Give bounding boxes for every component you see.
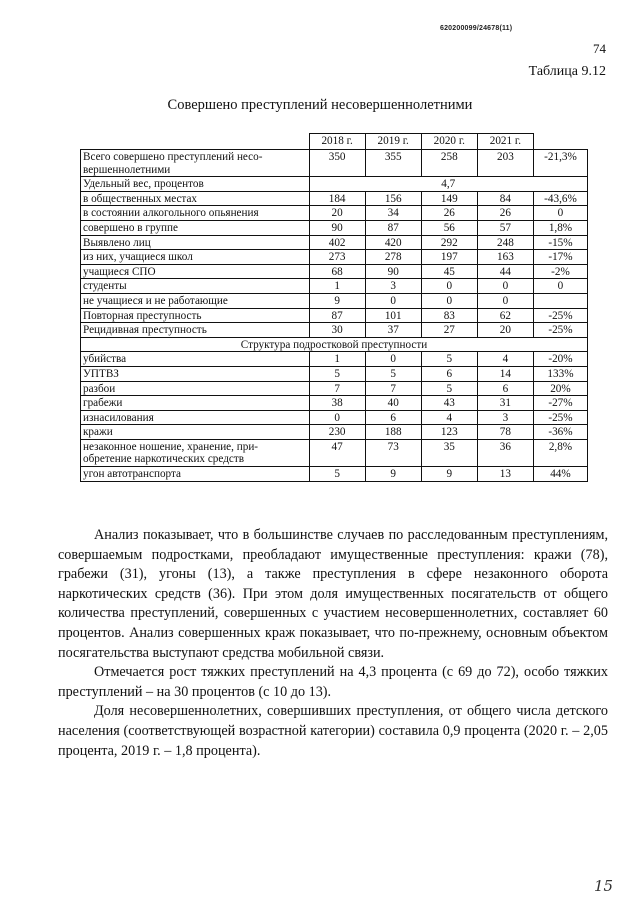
- row-label: разбои: [81, 381, 310, 396]
- value-cell: 350: [309, 150, 365, 177]
- value-cell: 20: [309, 206, 365, 221]
- row-label: Удельный вес, процентов: [81, 177, 310, 192]
- paragraph: Доля несовершеннолетних, совершивших преступления, от общего числа детского населения (соответствующей возрастной категории) составила 0,9 процента (2020 г. – 2,05 процента, 2019 г. – 1,8 процента).: [58, 703, 608, 759]
- value-cell: 37: [365, 323, 421, 338]
- value-cell: 9: [309, 293, 365, 308]
- row-label: убийства: [81, 352, 310, 367]
- header-blank-cell: [81, 134, 310, 150]
- page-number: 74: [593, 41, 606, 56]
- value-cell: 45: [421, 264, 477, 279]
- change-cell: -15%: [533, 235, 587, 250]
- value-cell: 156: [365, 191, 421, 206]
- value-cell: 1: [309, 279, 365, 294]
- row-label: грабежи: [81, 396, 310, 411]
- value-cell: 27: [421, 323, 477, 338]
- value-cell: 355: [365, 150, 421, 177]
- handwritten-page-mark: 15: [594, 877, 614, 895]
- table-row: [81, 323, 588, 338]
- change-cell: [533, 293, 587, 308]
- value-cell: 90: [365, 264, 421, 279]
- value-cell: 13: [477, 467, 533, 482]
- value-cell: 40: [365, 396, 421, 411]
- change-cell: -2%: [533, 264, 587, 279]
- row-label: совершено в группе: [81, 220, 310, 235]
- value-cell: 184: [309, 191, 365, 206]
- table-title: Совершено преступлений несовершеннолетними: [167, 97, 473, 113]
- table-row: [81, 439, 588, 466]
- paragraph: Отмечается рост тяжких преступлений на 4,3 процента (с 69 до 72), особо тяжких преступлений – на 30 процентов (с 10 до 13).: [58, 664, 608, 700]
- value-cell: 4: [421, 410, 477, 425]
- value-cell: 44: [477, 264, 533, 279]
- row-label: незаконное ношение, хранение, при-обретение наркотических средств: [81, 439, 310, 466]
- value-cell: 292: [421, 235, 477, 250]
- row-label: Всего совершено преступлений несо-вершеннолетними: [81, 150, 310, 177]
- column-header: 2019 г.: [365, 134, 421, 150]
- value-cell: 56: [421, 220, 477, 235]
- value-cell: 5: [365, 366, 421, 381]
- value-cell: 5: [309, 467, 365, 482]
- value-cell: 6: [421, 366, 477, 381]
- change-cell: -25%: [533, 410, 587, 425]
- change-cell: -27%: [533, 396, 587, 411]
- value-cell: 43: [421, 396, 477, 411]
- value-cell: 83: [421, 308, 477, 323]
- column-header: 2020 г.: [421, 134, 477, 150]
- value-cell: 0: [309, 410, 365, 425]
- crime-table: [80, 133, 588, 482]
- table-row: [81, 206, 588, 221]
- change-cell: 20%: [533, 381, 587, 396]
- value-cell: 101: [365, 308, 421, 323]
- table-row: [81, 293, 588, 308]
- paragraph: Анализ показывает, что в большинстве случаев по расследованным преступлениям, совершаемым подростками, преобладают имущественные преступления: кражи (78), грабежи (31), угоны (13), а также преступления в сфере незаконного оборота наркотических средств (36). При этом доля имущественных посягательств от общего количества преступлений, совершенных с участием несовершеннолетних, составляет 60 процентов. Анализ совершенных краж показывает, что по-прежнему, основным объектом посягательства выступают средства мобильной связи.: [58, 527, 608, 661]
- value-cell: 14: [477, 366, 533, 381]
- row-label: Повторная преступность: [81, 308, 310, 323]
- change-cell: -25%: [533, 323, 587, 338]
- value-cell: 258: [421, 150, 477, 177]
- table-row: [81, 220, 588, 235]
- table-row: [81, 308, 588, 323]
- table-row: [81, 410, 588, 425]
- table-row: [81, 396, 588, 411]
- change-cell: -20%: [533, 352, 587, 367]
- value-cell: 420: [365, 235, 421, 250]
- change-cell: 1,8%: [533, 220, 587, 235]
- change-cell: -43,6%: [533, 191, 587, 206]
- document-id: 620200099/24678(11): [440, 25, 513, 32]
- row-label: из них, учащиеся школ: [81, 250, 310, 265]
- change-cell: -17%: [533, 250, 587, 265]
- row-label: в состоянии алкогольного опьянения: [81, 206, 310, 221]
- table-row: [81, 381, 588, 396]
- value-cell: 0: [421, 279, 477, 294]
- value-cell: 35: [421, 439, 477, 466]
- value-cell: 87: [309, 308, 365, 323]
- table-row: [81, 366, 588, 381]
- table-section-row: [81, 337, 588, 352]
- value-cell: 90: [309, 220, 365, 235]
- body-text: [58, 526, 608, 761]
- value-cell: 34: [365, 206, 421, 221]
- row-label: Рецидивная преступность: [81, 323, 310, 338]
- change-cell: 0: [533, 279, 587, 294]
- value-cell: 4: [477, 352, 533, 367]
- value-cell: 57: [477, 220, 533, 235]
- value-cell: 203: [477, 150, 533, 177]
- row-label: в общественных местах: [81, 191, 310, 206]
- value-cell: 62: [477, 308, 533, 323]
- header-change-cell: [533, 134, 587, 150]
- value-cell: 188: [365, 425, 421, 440]
- change-cell: -36%: [533, 425, 587, 440]
- change-cell: 2,8%: [533, 439, 587, 466]
- value-cell: 5: [309, 366, 365, 381]
- value-cell: 68: [309, 264, 365, 279]
- value-cell: 30: [309, 323, 365, 338]
- value-cell: 278: [365, 250, 421, 265]
- table-row: [81, 264, 588, 279]
- value-cell: 0: [477, 279, 533, 294]
- value-cell: 149: [421, 191, 477, 206]
- table-row: [81, 467, 588, 482]
- table-header-row: [81, 134, 588, 150]
- row-label: Выявлено лиц: [81, 235, 310, 250]
- value-cell: 3: [477, 410, 533, 425]
- value-cell: 31: [477, 396, 533, 411]
- table-row: [81, 250, 588, 265]
- change-cell: 44%: [533, 467, 587, 482]
- section-heading: Структура подростковой преступности: [81, 337, 588, 352]
- change-cell: 0: [533, 206, 587, 221]
- change-cell: -25%: [533, 308, 587, 323]
- column-header: 2021 г.: [477, 134, 533, 150]
- table-label: Таблица 9.12: [528, 64, 606, 79]
- value-cell: 197: [421, 250, 477, 265]
- value-cell: 73: [365, 439, 421, 466]
- value-cell: 26: [477, 206, 533, 221]
- change-cell: -21,3%: [533, 150, 587, 177]
- merged-value-cell: 4,7: [309, 177, 587, 192]
- value-cell: 5: [421, 381, 477, 396]
- table-row: [81, 279, 588, 294]
- value-cell: 87: [365, 220, 421, 235]
- value-cell: 36: [477, 439, 533, 466]
- value-cell: 9: [421, 467, 477, 482]
- row-label: УПТВЗ: [81, 366, 310, 381]
- value-cell: 230: [309, 425, 365, 440]
- value-cell: 5: [421, 352, 477, 367]
- row-label: не учащиеся и не работающие: [81, 293, 310, 308]
- value-cell: 26: [421, 206, 477, 221]
- value-cell: 38: [309, 396, 365, 411]
- value-cell: 3: [365, 279, 421, 294]
- table-row: [81, 235, 588, 250]
- row-label: изнасилования: [81, 410, 310, 425]
- value-cell: 123: [421, 425, 477, 440]
- table-row: [81, 352, 588, 367]
- value-cell: 0: [365, 352, 421, 367]
- value-cell: 0: [421, 293, 477, 308]
- value-cell: 7: [365, 381, 421, 396]
- value-cell: 273: [309, 250, 365, 265]
- value-cell: 78: [477, 425, 533, 440]
- table-row: [81, 150, 588, 177]
- table-row: [81, 177, 588, 192]
- table-row: [81, 425, 588, 440]
- value-cell: 9: [365, 467, 421, 482]
- row-label: студенты: [81, 279, 310, 294]
- value-cell: 7: [309, 381, 365, 396]
- value-cell: 20: [477, 323, 533, 338]
- value-cell: 0: [365, 293, 421, 308]
- value-cell: 248: [477, 235, 533, 250]
- value-cell: 402: [309, 235, 365, 250]
- value-cell: 47: [309, 439, 365, 466]
- value-cell: 1: [309, 352, 365, 367]
- value-cell: 84: [477, 191, 533, 206]
- row-label: учащиеся СПО: [81, 264, 310, 279]
- row-label: угон автотранспорта: [81, 467, 310, 482]
- row-label: кражи: [81, 425, 310, 440]
- value-cell: 6: [477, 381, 533, 396]
- column-header: 2018 г.: [309, 134, 365, 150]
- change-cell: 133%: [533, 366, 587, 381]
- value-cell: 163: [477, 250, 533, 265]
- value-cell: 0: [477, 293, 533, 308]
- value-cell: 6: [365, 410, 421, 425]
- table-row: [81, 191, 588, 206]
